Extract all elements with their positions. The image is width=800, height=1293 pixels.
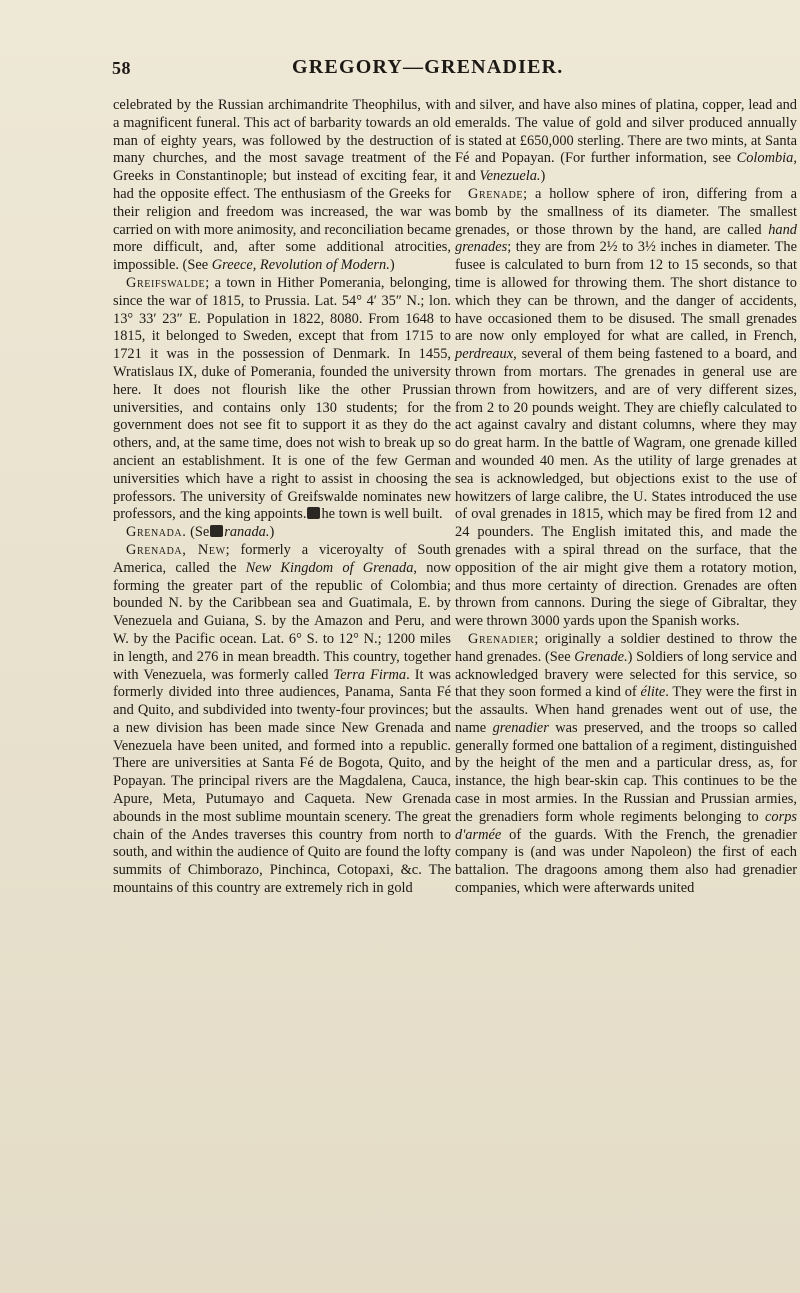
ink-blot	[210, 525, 223, 537]
page-number: 58	[112, 58, 131, 78]
entry-grenada-new	[113, 542, 451, 898]
cross-reference: ranada.	[224, 524, 270, 541]
entry-text: , several of them being fastened to a board, and thrown from mortars. The grenades in general use are thrown from howitzers, and are of very different sizes, from 2 to 20 pounds weight. They are chiefly calculated to act against cavalry and distant columns, where they may do great harm. In the battle of Wagram, one grenade killed and wounded 40 men. As the utility of large grenades at sea is acknowledged, but objections exist to the use of howitzers of large calibre, the U. States introduced the use of oval grenades in 1815, which may be fired from 12 and 24 pounders. The English imitated this, and made the grenades with a spiral thread on the surface, that the opposition of the air might give them a rotatory motion, and thus more certainty of direction. Grenades are often thrown from cannons. During the siege of Gibraltar, they were thrown 3000 yards upon the Spanish works.	[455, 346, 797, 630]
entry-text: , and	[455, 150, 797, 185]
italic-term: New Kingdom of Grenada	[245, 559, 414, 576]
italic-term: Terra Firma	[333, 666, 407, 683]
entry-grenada-new-continuation	[455, 97, 797, 186]
right-column	[455, 97, 797, 898]
entry-text: )	[269, 524, 275, 541]
entry-grenadier	[455, 631, 797, 898]
headword: Grenada.	[126, 524, 187, 541]
entry-gregory-continuation	[113, 97, 451, 275]
entry-text: ; a town in Hither Pomerania, belonging, since the war of 1815, to Prussia. Lat. 54° 4′ 35″ N.; lon. 13° 33′ 23″ E. Population in 1822, 8080. From 1648 to 1815, it belonged to Sweden, except that from 1715 to 1721 it was in the possession of Denmark. In 1455, Wratislaus IX, duke of Pomerania, founded the university here. It does not flourish like the other Prussian universities, and contains only 130 students; for the government does not see fit to support it as they do the others, and, at the same time, does not wish to break up so ancient an establishment. It is one of the few German universities which have a right to assist in choosing the professors. The university of Greifswalde nominates new professors, and the king appoints.	[113, 274, 451, 523]
cross-reference: Venezuela.	[479, 168, 541, 185]
entry-grenada	[113, 524, 451, 542]
italic-term: perdreaux	[455, 346, 514, 363]
entry-text: and silver, and have also mines of platina, copper, lead and emeralds. The value of gold and silver produced annually is stated at £650,000 sterling. There are two mints, at Santa Fé and Popayan. (For further information, see	[455, 97, 797, 167]
entry-text: )	[389, 257, 395, 274]
entry-text: (Se	[190, 524, 210, 541]
entry-text: ; formerly a viceroyalty of South America, called the	[113, 541, 451, 576]
cross-reference: Greece, Revolution of Modern.	[211, 257, 390, 274]
entry-text: of the guards. With the French, the grenadier company is (and was under Napoleon) the first of each battalion. The dragoons among them also had grenadier companies, which were afterwards united	[455, 826, 797, 897]
entry-text: ; originally a soldier destined to throw the hand grenades. (See	[455, 630, 797, 665]
left-column	[113, 97, 451, 898]
ink-blot	[307, 507, 320, 519]
headword: Grenada, New	[126, 541, 226, 558]
headword: Grenadier	[468, 630, 535, 647]
cross-reference: Colombia	[736, 150, 794, 167]
entry-text: ) Soldiers of long service and acknowledged bravery were selected for this service, so that they soon formed a kind of	[455, 648, 797, 701]
entry-text: . They were the first in the assaults. When hand grenades went out of use, the name	[455, 684, 797, 736]
entry-grenade	[455, 186, 797, 631]
running-head: GREGORY—GRENADIER.	[292, 56, 564, 78]
entry-text: , now forming the greater part of the republic of Colombia; bounded N. by the Caribbean sea and Guatimala, E. by Venezuela and Guiana, S. by the Amazon and Peru, and W. by the Pacific ocean. Lat. 6° S. to 12° N.; 1200 miles in length, and 276 in mean breadth. This country, together with Venezuela, was formerly called	[113, 559, 451, 683]
entry-text: he town is well built.	[321, 506, 443, 523]
entry-greifswalde	[113, 275, 451, 524]
entry-text: )	[540, 168, 546, 185]
italic-term: corps d'armée	[455, 808, 797, 843]
entry-text: . It was formerly divided into three audiences, Panama, Santa Fé and Quito, and subdivided into twenty-four provinces; but a new division has been made since New Grenada and Venezuela have been united, and formed into a republic. There are universities at Santa Fé de Bogota, Quito, and Popayan. The principal rivers are the Magdalena, Cauca, Apure, Meta, Putumayo and Caqueta. New Grenada abounds in the most sublime mountain scenery. The great chain of the Andes traverses this country from north to south, and within the audience of Quito are found the lofty summits of Chimborazo, Pinchinca, Cotopaxi, &c. The mountains of this country are extremely rich in gold	[113, 666, 451, 897]
cross-reference: Grenade.	[574, 648, 628, 665]
entry-text: was preserved, and the troops so called generally formed one battalion of a regiment, distinguished by the height of the men and a particular dress, as, for instance, the high bear-skin cap. This continues to be the case in most armies. In the Russian and Prussian armies, the grenadiers form whole regiments belonging to	[455, 719, 798, 825]
italic-term: élite	[640, 684, 666, 701]
headword: Grenade	[468, 185, 524, 202]
entry-text: ; they are from 2½ to 3½ inches in diameter. The fusee is calculated to burn from 12 to 15 seconds, so that time is allowed for throwing them. The short distance to which they can be thrown, and the danger of accidents, have occasioned them to be disused. The small grenades are now only employed for what are called, in French,	[455, 239, 797, 345]
italic-term: hand grenades	[455, 221, 797, 256]
italic-term: grenadier	[492, 719, 549, 736]
entry-text: celebrated by the Russian archimandrite Theophilus, with a magnificent funeral. This act of barbarity towards an old man of eighty years, was followed by the destruction of many churches, and the most savage treatment of the Greeks in Constantinople; but instead of exciting fear, it had the opposite effect. The enthusiasm of the Greeks for their religion and freedom was increased, the war was carried on with more animosity, and reconciliation became more difficult, and, after some additional atrocities, impossible. (See	[113, 97, 451, 274]
entry-text: ; a hollow sphere of iron, differing from a bomb by the smallness of its diameter. The smallest grenades, or those thrown by the hand, are called	[455, 185, 797, 238]
headword: Greifswalde	[126, 274, 206, 291]
